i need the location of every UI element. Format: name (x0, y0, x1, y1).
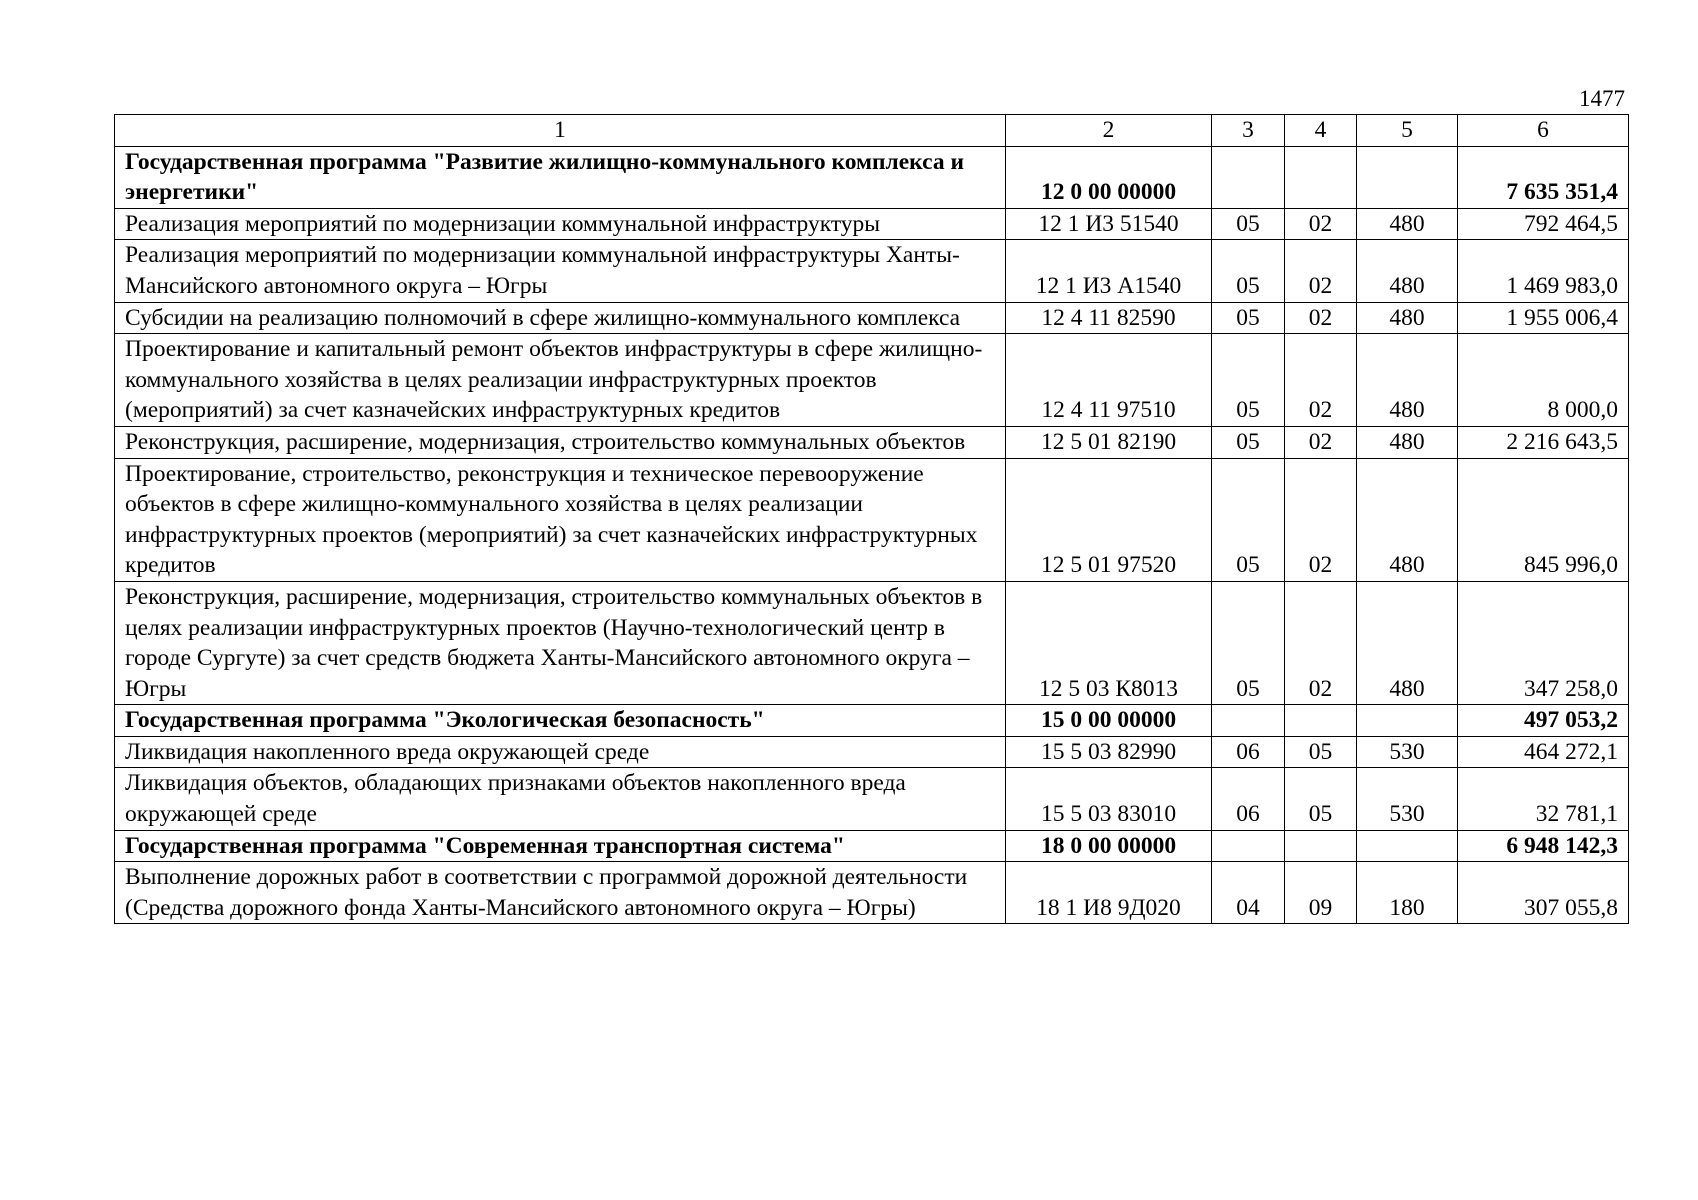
row-subsection: 05 (1285, 768, 1357, 830)
row-section: 06 (1212, 768, 1285, 830)
row-expense-type: 180 (1357, 862, 1458, 924)
row-amount: 347 258,0 (1458, 581, 1629, 704)
row-section: 06 (1212, 736, 1285, 768)
row-amount: 307 055,8 (1458, 862, 1629, 924)
row-subsection: 02 (1285, 302, 1357, 334)
row-subsection: 05 (1285, 736, 1357, 768)
row-expense-type: 480 (1357, 581, 1458, 704)
row-name: Государственная программа "Развитие жилищно-коммунального комплекса и энергетики" (115, 146, 1006, 208)
row-name: Ликвидация накопленного вреда окружающей среде (115, 736, 1006, 768)
column-header-4: 4 (1285, 115, 1357, 147)
row-section: 05 (1212, 208, 1285, 240)
row-code: 12 5 01 82190 (1006, 426, 1212, 458)
row-subsection: 02 (1285, 458, 1357, 581)
table-row-program (115, 146, 1629, 208)
row-subsection: 02 (1285, 581, 1357, 704)
column-header-6: 6 (1458, 115, 1629, 147)
row-expense-type: 480 (1357, 426, 1458, 458)
table-row (115, 581, 1629, 704)
row-expense-type (1357, 146, 1458, 208)
column-header-5: 5 (1357, 115, 1458, 147)
budget-table (114, 114, 1629, 924)
row-code: 18 0 00 00000 (1006, 830, 1212, 862)
row-code: 12 4 11 97510 (1006, 334, 1212, 427)
table-row (115, 768, 1629, 830)
row-section: 05 (1212, 302, 1285, 334)
row-code: 12 5 01 97520 (1006, 458, 1212, 581)
row-name: Выполнение дорожных работ в соответствии с программой дорожной деятельности (Средства дорожного фонда Ханты-Мансийского автономного округа – Югры) (115, 862, 1006, 924)
column-header-1: 1 (115, 115, 1006, 147)
row-subsection (1285, 146, 1357, 208)
column-header-2: 2 (1006, 115, 1212, 147)
row-name: Государственная программа "Экологическая безопасность" (115, 705, 1006, 737)
table-row (115, 458, 1629, 581)
row-expense-type (1357, 705, 1458, 737)
page-number: 1477 (1579, 86, 1625, 111)
row-subsection: 09 (1285, 862, 1357, 924)
table-row-program (115, 830, 1629, 862)
row-amount: 497 053,2 (1458, 705, 1629, 737)
row-subsection (1285, 830, 1357, 862)
row-subsection: 02 (1285, 426, 1357, 458)
row-amount: 8 000,0 (1458, 334, 1629, 427)
row-expense-type: 530 (1357, 768, 1458, 830)
table-row (115, 862, 1629, 924)
row-expense-type: 480 (1357, 334, 1458, 427)
row-subsection: 02 (1285, 208, 1357, 240)
table-row-program (115, 705, 1629, 737)
row-amount: 1 955 006,4 (1458, 302, 1629, 334)
row-name: Субсидии на реализацию полномочий в сфере жилищно-коммунального комплекса (115, 302, 1006, 334)
table-row (115, 736, 1629, 768)
row-code: 15 0 00 00000 (1006, 705, 1212, 737)
row-code: 15 5 03 82990 (1006, 736, 1212, 768)
table-header-row (115, 115, 1629, 147)
row-code: 12 0 00 00000 (1006, 146, 1212, 208)
table-row (115, 302, 1629, 334)
row-code: 15 5 03 83010 (1006, 768, 1212, 830)
row-section: 05 (1212, 581, 1285, 704)
row-expense-type (1357, 830, 1458, 862)
row-amount: 7 635 351,4 (1458, 146, 1629, 208)
row-name: Проектирование, строительство, реконструкция и техническое перевооружение объектов в сфере жилищно-коммунального хозяйства в целях реализации инфраструктурных проектов (мероприятий) за счет казначейских инфраструктурных кредитов (115, 458, 1006, 581)
row-amount: 6 948 142,3 (1458, 830, 1629, 862)
row-section: 05 (1212, 426, 1285, 458)
row-section (1212, 830, 1285, 862)
row-expense-type: 480 (1357, 302, 1458, 334)
row-expense-type: 480 (1357, 458, 1458, 581)
row-expense-type: 530 (1357, 736, 1458, 768)
row-code: 12 1 И3 51540 (1006, 208, 1212, 240)
row-amount: 464 272,1 (1458, 736, 1629, 768)
row-amount: 1 469 983,0 (1458, 240, 1629, 302)
row-section (1212, 705, 1285, 737)
table-row (115, 240, 1629, 302)
row-section: 05 (1212, 240, 1285, 302)
row-subsection (1285, 705, 1357, 737)
row-code: 12 1 И3 А1540 (1006, 240, 1212, 302)
table-row (115, 426, 1629, 458)
row-section (1212, 146, 1285, 208)
row-amount: 792 464,5 (1458, 208, 1629, 240)
row-name: Реконструкция, расширение, модернизация, строительство коммунальных объектов в целях реализации инфраструктурных проектов (Научно-технологический центр в городе Сургуте) за счет средств бюджета Ханты-Мансийского автономного округа – Югры (115, 581, 1006, 704)
row-subsection: 02 (1285, 240, 1357, 302)
table-row (115, 334, 1629, 427)
row-expense-type: 480 (1357, 208, 1458, 240)
row-subsection: 02 (1285, 334, 1357, 427)
column-header-3: 3 (1212, 115, 1285, 147)
row-section: 05 (1212, 458, 1285, 581)
row-amount: 2 216 643,5 (1458, 426, 1629, 458)
row-name: Проектирование и капитальный ремонт объектов инфраструктуры в сфере жилищно-коммунального хозяйства в целях реализации инфраструктурных проектов (мероприятий) за счет казначейских инфраструктурных кредитов (115, 334, 1006, 427)
row-section: 05 (1212, 334, 1285, 427)
row-name: Реализация мероприятий по модернизации коммунальной инфраструктуры Ханты-Мансийского автономного округа – Югры (115, 240, 1006, 302)
row-expense-type: 480 (1357, 240, 1458, 302)
table-body (115, 146, 1629, 924)
row-name: Реконструкция, расширение, модернизация, строительство коммунальных объектов (115, 426, 1006, 458)
row-name: Реализация мероприятий по модернизации коммунальной инфраструктуры (115, 208, 1006, 240)
row-section: 04 (1212, 862, 1285, 924)
row-name: Государственная программа "Современная транспортная система" (115, 830, 1006, 862)
row-amount: 32 781,1 (1458, 768, 1629, 830)
row-amount: 845 996,0 (1458, 458, 1629, 581)
row-name: Ликвидация объектов, обладающих признаками объектов накопленного вреда окружающей среде (115, 768, 1006, 830)
table-row (115, 208, 1629, 240)
row-code: 18 1 И8 9Д020 (1006, 862, 1212, 924)
row-code: 12 4 11 82590 (1006, 302, 1212, 334)
row-code: 12 5 03 К8013 (1006, 581, 1212, 704)
